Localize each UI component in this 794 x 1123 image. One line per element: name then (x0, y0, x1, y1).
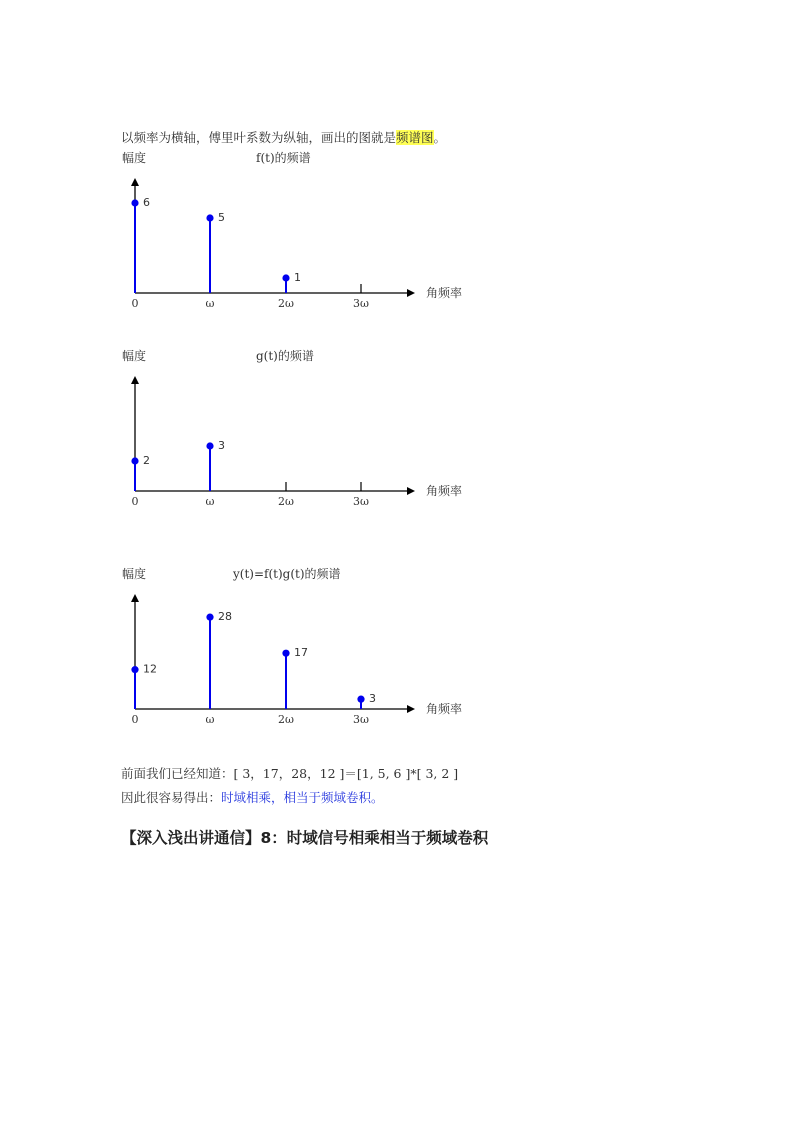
spectrum-highlight: 频谱图 (396, 130, 434, 145)
x-axis-label: 角频率 (426, 702, 463, 716)
f-spectrum-chart (100, 150, 500, 310)
x-tick-label: 0 (131, 495, 139, 508)
intro-paragraph (121, 130, 446, 146)
stem-point (206, 442, 213, 449)
x-axis-label: 角频率 (426, 286, 463, 300)
x-axis-label: 角频率 (426, 484, 463, 498)
y-axis-label: 幅度 (122, 151, 147, 165)
y-axis-label: 幅度 (122, 567, 147, 581)
data-label: 3 (218, 439, 225, 452)
x-tick-label: 0 (131, 297, 139, 310)
chart-svg (100, 348, 500, 508)
intro-text: 以频率为横轴，傅里叶系数为纵轴，画出的图就是 (121, 130, 397, 145)
x-tick-label: ω (205, 495, 215, 508)
y-axis-arrow (131, 594, 139, 602)
x-tick-label: 0 (131, 713, 139, 726)
stem-point (131, 666, 138, 673)
chart-title: y(t)=f(t)g(t)的频谱 (233, 567, 341, 581)
x-tick-label: ω (205, 713, 215, 726)
convolution-line: 前面我们已经知道：[ 3，17，28，12 ]＝[1, 5, 6 ]*[ 3, 2 ] (121, 766, 459, 781)
conclusion-blue-text: 时域相乘，相当于频域卷积。 (221, 790, 384, 805)
x-tick-label: 3ω (353, 297, 369, 310)
stem-point (357, 696, 364, 703)
chart-title: g(t)的频谱 (256, 349, 314, 363)
data-label: 6 (143, 196, 150, 209)
data-label: 28 (218, 610, 232, 624)
y-spectrum-chart (100, 566, 500, 726)
x-axis-arrow (407, 705, 415, 713)
section-heading: 【深入浅出讲通信】8：时域信号相乘相当于频域卷积 (121, 829, 489, 847)
data-label: 17 (294, 646, 308, 660)
chart-title: f(t)的频谱 (256, 151, 311, 165)
conclusion-prefix: 因此很容易得出： (121, 790, 222, 805)
x-tick-label: ω (205, 297, 215, 310)
x-axis-arrow (407, 487, 415, 495)
chart-svg (100, 566, 500, 726)
stem-point (206, 214, 213, 221)
data-label: 5 (218, 211, 225, 224)
stem-point (131, 199, 138, 206)
chart-svg (100, 150, 500, 310)
data-label: 1 (294, 271, 301, 284)
x-axis-arrow (407, 289, 415, 297)
y-axis-arrow (131, 376, 139, 384)
stem-point (282, 650, 289, 657)
stem-point (131, 457, 138, 464)
intro-end: 。 (433, 130, 447, 145)
data-label: 3 (369, 692, 376, 706)
x-tick-label: 3ω (353, 713, 369, 726)
x-tick-label: 2ω (278, 713, 294, 726)
y-axis-arrow (131, 178, 139, 186)
stem-point (206, 614, 213, 621)
x-tick-label: 3ω (353, 495, 369, 508)
g-spectrum-chart (100, 348, 500, 508)
data-label: 2 (143, 454, 150, 467)
x-tick-label: 2ω (278, 297, 294, 310)
y-axis-label: 幅度 (122, 349, 147, 363)
stem-point (282, 274, 289, 281)
data-label: 12 (143, 662, 157, 676)
x-tick-label: 2ω (278, 495, 294, 508)
conclusion-line (121, 790, 384, 806)
